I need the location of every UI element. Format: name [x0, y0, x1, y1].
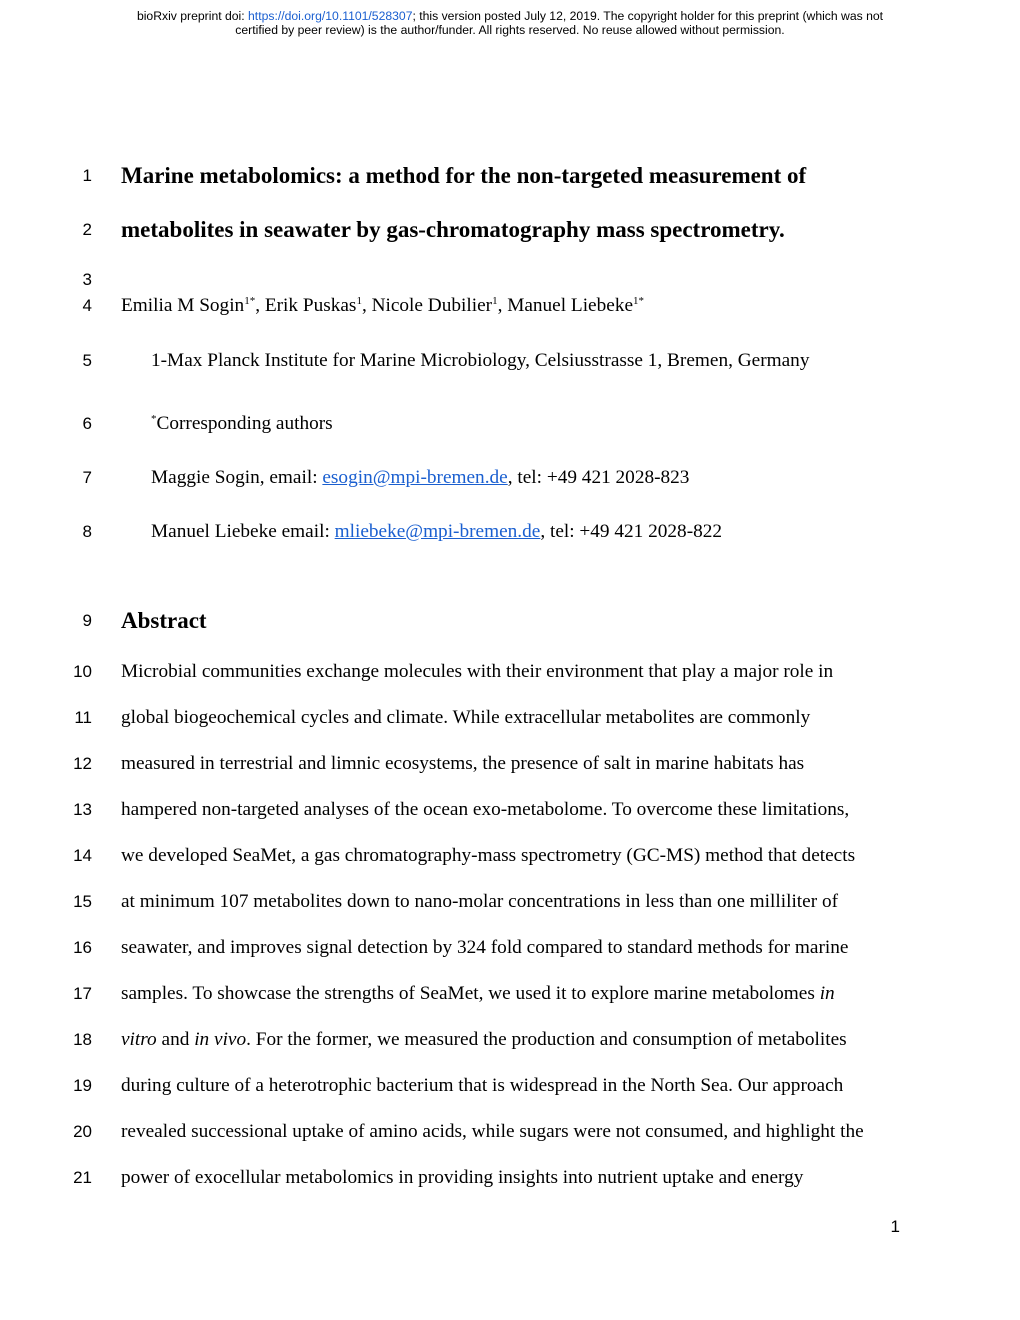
text-segment: we developed SeaMet, a gas chromatography-mass spectrometry (GC-MS) method that detects — [121, 845, 856, 866]
header-prefix: bioRxiv preprint doi: — [136, 9, 249, 23]
line-number: 1 — [82, 166, 92, 185]
line-number: 17 — [73, 984, 92, 1003]
line-9 — [0, 608, 1020, 634]
line-number: 7 — [82, 468, 92, 487]
italic-text: vitro — [121, 1029, 157, 1050]
line-number: 14 — [73, 846, 92, 865]
text-segment: seawater, and improves signal detection by 324 fold compared to standard methods for marine — [121, 937, 849, 958]
abstract-heading: Abstract — [121, 608, 207, 633]
corresponding-label: Corresponding authors — [156, 413, 333, 434]
affiliation-mark: 1* — [244, 295, 256, 307]
line-number: 15 — [73, 892, 92, 911]
author-name: Nicole Dubilier — [371, 295, 493, 316]
header-line1: ; this version posted July 12, 2019. The copyright holder for this preprint (which was not — [412, 9, 884, 23]
affiliation-mark: 1* — [633, 295, 645, 307]
line-number: 5 — [82, 351, 92, 370]
line-number: 2 — [82, 220, 92, 239]
line-3 — [0, 267, 1020, 293]
line-number: 9 — [82, 611, 92, 630]
line-5 — [0, 348, 1020, 374]
email-link[interactable]: mliebeke@mpi-bremen.de — [334, 521, 541, 542]
text-segment: hampered non-targeted analyses of the ocean exo-metabolome. To overcome these limitations, — [121, 799, 850, 820]
preprint-header — [0, 9, 1020, 37]
author-name: Manuel Liebeke — [507, 295, 634, 316]
line-13 — [0, 797, 1020, 823]
abstract-line — [121, 797, 849, 823]
line-10 — [0, 659, 1020, 685]
line-16 — [0, 935, 1020, 961]
title-line2: metabolites in seawater by gas-chromatography mass spectrometry. — [121, 217, 785, 242]
line-15 — [0, 889, 1020, 915]
affiliation: 1-Max Planck Institute for Marine Microbiology, Celsiusstrasse 1, Bremen, Germany — [151, 350, 810, 371]
line-20 — [0, 1119, 1020, 1145]
text-segment: power of exocellular metabolomics in providing insights into nutrient uptake and energy — [121, 1167, 804, 1188]
author-name: Emilia M Sogin — [121, 295, 245, 316]
text-segment: Microbial communities exchange molecules with their environment that play a major role in — [121, 661, 834, 682]
line-number: 21 — [73, 1168, 92, 1187]
italic-text: in vivo — [194, 1029, 247, 1050]
doi-link[interactable]: https://doi.org/10.1101/528307 — [248, 9, 413, 23]
text-segment: during culture of a heterotrophic bacterium that is widespread in the North Sea. Our approach — [121, 1075, 844, 1096]
line-18 — [0, 1027, 1020, 1053]
text-segment: revealed successional uptake of amino acids, while sugars were not consumed, and highlight the — [121, 1121, 864, 1142]
contact-suffix: , tel: +49 421 2028-822 — [540, 521, 723, 542]
line-14 — [0, 843, 1020, 869]
line-17 — [0, 981, 1020, 1007]
line-number: 8 — [82, 522, 92, 541]
line-number: 3 — [82, 270, 92, 289]
contact-prefix: Maggie Sogin, email: — [151, 467, 323, 488]
text-segment: . For the former, we measured the production and consumption of metabolites — [246, 1029, 847, 1050]
line-2 — [0, 217, 1020, 243]
separator: , — [497, 295, 508, 316]
contact-prefix: Manuel Liebeke email: — [151, 521, 335, 542]
contact-sogin — [151, 465, 689, 491]
italic-text: in — [819, 983, 835, 1004]
text-segment: and — [156, 1029, 195, 1050]
text-segment: global biogeochemical cycles and climate. While extracellular metabolites are commonly — [121, 707, 811, 728]
line-12 — [0, 751, 1020, 777]
abstract-line — [121, 659, 833, 685]
abstract-line — [121, 843, 855, 869]
line-number: 13 — [73, 800, 92, 819]
abstract-line — [121, 1073, 843, 1099]
abstract-line — [121, 751, 804, 777]
line-1 — [0, 163, 1020, 189]
title-line1: Marine metabolomics: a method for the non-targeted measurement of — [121, 163, 807, 188]
line-21 — [0, 1165, 1020, 1191]
corresponding-note — [151, 411, 333, 437]
line-6 — [0, 411, 1020, 437]
line-7 — [0, 465, 1020, 491]
author-name: Erik Puskas — [264, 295, 357, 316]
abstract-line — [121, 981, 835, 1007]
text-segment: at minimum 107 metabolites down to nano-molar concentrations in less than one milliliter of — [121, 891, 839, 912]
contact-liebeke — [151, 519, 722, 545]
line-number: 12 — [73, 754, 92, 773]
abstract-line — [121, 705, 810, 731]
abstract-line — [121, 889, 838, 915]
email-link[interactable]: esogin@mpi-bremen.de — [322, 467, 508, 488]
abstract-line — [121, 1165, 803, 1191]
header-line2: certified by peer review) is the author/funder. All rights reserved. No reuse allowed without permission. — [235, 23, 785, 37]
author-list — [121, 293, 644, 319]
line-number: 11 — [74, 708, 92, 727]
separator: , — [255, 295, 265, 316]
affiliation-mark: 1 — [356, 295, 362, 307]
page-number: 1 — [890, 1217, 900, 1236]
line-4 — [0, 293, 1020, 319]
line-19 — [0, 1073, 1020, 1099]
line-number: 20 — [73, 1122, 92, 1141]
corresponding-mark: * — [151, 413, 157, 425]
abstract-line — [121, 935, 848, 961]
contact-suffix: , tel: +49 421 2028-823 — [507, 467, 690, 488]
line-number: 10 — [73, 662, 92, 681]
text-segment: measured in terrestrial and limnic ecosystems, the presence of salt in marine habitats has — [121, 753, 805, 774]
line-number: 4 — [82, 296, 92, 315]
line-number: 18 — [73, 1030, 92, 1049]
line-8 — [0, 519, 1020, 545]
abstract-line — [121, 1027, 847, 1053]
line-number: 19 — [73, 1076, 92, 1095]
separator: , — [361, 295, 372, 316]
affiliation-mark: 1 — [492, 295, 498, 307]
text-segment: samples. To showcase the strengths of SeaMet, we used it to explore marine metabolomes — [121, 983, 820, 1004]
line-11 — [0, 705, 1020, 731]
line-number: 6 — [82, 414, 92, 433]
abstract-line — [121, 1119, 864, 1145]
line-number: 16 — [73, 938, 92, 957]
